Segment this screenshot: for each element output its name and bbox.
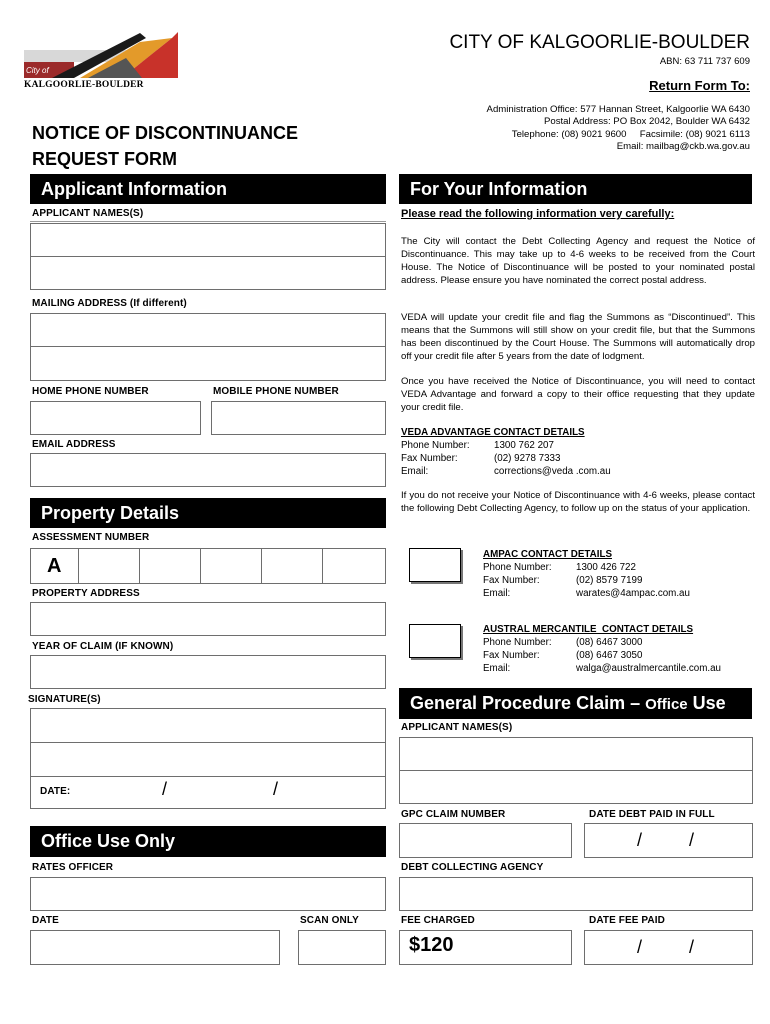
veda-key: Phone Number: bbox=[401, 440, 470, 451]
assessment-digit-box[interactable] bbox=[322, 548, 386, 584]
ampac-key: Phone Number: bbox=[483, 562, 552, 573]
address-line: Telephone: (08) 9021 9600 Facsimile: (08) 9021 6113 bbox=[511, 128, 750, 140]
applicant-names-label: APPLICANT NAMES(S) bbox=[32, 208, 144, 219]
veda-value: corrections@veda .com.au bbox=[494, 466, 611, 477]
scan-only-field[interactable] bbox=[298, 930, 386, 965]
veda-key: Fax Number: bbox=[401, 453, 458, 464]
austral-row bbox=[483, 649, 753, 662]
gpc-heading bbox=[399, 688, 752, 719]
home-phone-label: HOME PHONE NUMBER bbox=[32, 386, 149, 397]
veda-value: 1300 762 207 bbox=[494, 440, 554, 451]
office-use-heading: Office Use Only bbox=[30, 826, 386, 857]
veda-row bbox=[401, 452, 755, 465]
assessment-digit-box[interactable] bbox=[261, 548, 323, 584]
gpc-applicant-names-label: APPLICANT NAMES(S) bbox=[401, 722, 513, 733]
ampac-row bbox=[483, 574, 753, 587]
property-address-field[interactable] bbox=[30, 602, 386, 636]
applicant-info-heading: Applicant Information bbox=[30, 174, 386, 204]
mailing-address-field-1[interactable] bbox=[30, 313, 386, 347]
date-debt-paid-field[interactable] bbox=[584, 823, 753, 858]
signature-field-1[interactable] bbox=[30, 708, 386, 743]
info-subheading: Please read the following information very carefully: bbox=[401, 208, 675, 220]
assessment-digit-box[interactable] bbox=[78, 548, 140, 584]
ampac-value: 1300 426 722 bbox=[576, 562, 636, 573]
signature-date-row[interactable] bbox=[30, 776, 386, 809]
return-address bbox=[487, 104, 750, 153]
date-separator: / bbox=[689, 830, 695, 850]
ampac-title: AMPAC CONTACT DETAILS bbox=[483, 549, 612, 560]
email-label: EMAIL ADDRESS bbox=[32, 439, 116, 450]
mobile-phone-label: MOBILE PHONE NUMBER bbox=[213, 386, 339, 397]
rates-officer-field[interactable] bbox=[30, 877, 386, 911]
info-paragraph: The City will contact the Debt Collecting Agency and request the Notice of Discontinuance. This may take up to 4-6 weeks to be received from the Court House. The Notice of Discontinuance will be posted to your nominated postal address. Please ensure you have nominated the correct postal address. bbox=[401, 236, 755, 286]
rates-officer-label: RATES OFFICER bbox=[32, 862, 114, 873]
signature-field-2[interactable] bbox=[30, 742, 386, 777]
gpc-claim-number-field[interactable] bbox=[399, 823, 572, 858]
return-form-title: Return Form To: bbox=[649, 78, 750, 93]
gpc-applicant-name-field-1[interactable] bbox=[399, 737, 753, 771]
veda-key: Email: bbox=[401, 466, 429, 477]
property-details-heading: Property Details bbox=[30, 498, 386, 528]
email-field[interactable] bbox=[30, 453, 386, 487]
veda-contact bbox=[401, 426, 755, 478]
mobile-phone-field[interactable] bbox=[211, 401, 386, 435]
home-phone-field[interactable] bbox=[30, 401, 201, 435]
ampac-key: Fax Number: bbox=[483, 575, 540, 586]
gpc-heading-office: Office bbox=[645, 696, 688, 713]
austral-row bbox=[483, 662, 753, 675]
address-line: Postal Address: PO Box 2042, Boulder WA 6432 bbox=[543, 116, 750, 128]
assessment-digit-box[interactable] bbox=[200, 548, 262, 584]
ampac-row bbox=[483, 587, 753, 600]
assessment-prefix: A bbox=[30, 548, 79, 584]
fee-charged-label: FEE CHARGED bbox=[401, 915, 475, 926]
abn: ABN: 63 711 737 609 bbox=[659, 56, 750, 67]
austral-value: (08) 6467 3050 bbox=[576, 650, 643, 661]
info-paragraph: VEDA will update your credit file and flag the Summons as “Discontinued”. This means that the Summons will still show on your credit file, but that the Summons has been discontinued by the Court House. The Summons will automatically drop off your credit file after 5 years from the date of lodgment. bbox=[401, 312, 755, 362]
office-date-label: DATE bbox=[32, 915, 59, 926]
form-title bbox=[32, 120, 298, 172]
applicant-name-field-1[interactable] bbox=[30, 223, 386, 257]
office-date-field[interactable] bbox=[30, 930, 280, 965]
date-fee-paid-field[interactable] bbox=[584, 930, 753, 965]
debt-collecting-agency-field[interactable] bbox=[399, 877, 753, 911]
date-separator: / bbox=[162, 779, 168, 799]
form-title-line: NOTICE OF DISCONTINUANCE bbox=[32, 123, 299, 143]
signature-date-label: DATE: bbox=[40, 786, 71, 797]
assessment-digit-box[interactable] bbox=[139, 548, 201, 584]
date-debt-paid-label: DATE DEBT PAID IN FULL bbox=[589, 809, 715, 820]
date-separator: / bbox=[689, 937, 695, 957]
address-line: Email: mailbag@ckb.wa.gov.au bbox=[616, 140, 750, 152]
logo-wordmark: KALGOORLIE-BOULDER bbox=[24, 80, 144, 90]
ampac-row bbox=[483, 561, 753, 574]
austral-value: walga@australmercantile.com.au bbox=[576, 663, 721, 674]
ampac-value: (02) 8579 7199 bbox=[576, 575, 643, 586]
logo-city-of: City of bbox=[26, 66, 49, 75]
year-of-claim-label: YEAR OF CLAIM (IF KNOWN) bbox=[32, 641, 174, 652]
austral-key: Email: bbox=[483, 663, 511, 674]
signatures-label: SIGNATURE(S) bbox=[28, 694, 101, 705]
gpc-claim-number-label: GPC CLAIM NUMBER bbox=[401, 809, 506, 820]
gpc-heading-main: General Procedure Claim – bbox=[410, 693, 641, 713]
applicant-name-field-2[interactable] bbox=[30, 256, 386, 290]
veda-row bbox=[401, 439, 755, 452]
assessment-number-label: ASSESSMENT NUMBER bbox=[32, 532, 150, 543]
divider bbox=[30, 221, 386, 222]
date-separator: / bbox=[637, 937, 643, 957]
scan-only-label: SCAN ONLY bbox=[300, 915, 359, 926]
austral-value: (08) 6467 3000 bbox=[576, 637, 643, 648]
austral-key: Phone Number: bbox=[483, 637, 552, 648]
info-paragraph: If you do not receive your Notice of Discontinuance with 4-6 weeks, please contact the following Debt Collecting Agency, to follow up on the status of your application. bbox=[401, 490, 755, 514]
ampac-contact bbox=[483, 548, 753, 600]
gpc-heading-use: Use bbox=[692, 693, 726, 713]
assessment-number-boxes bbox=[30, 548, 386, 584]
debt-collecting-agency-label: DEBT COLLECTING AGENCY bbox=[401, 862, 544, 873]
austral-title: AUSTRAL MERCANTILE CONTACT DETAILS bbox=[483, 624, 694, 635]
veda-value: (02) 9278 7333 bbox=[494, 453, 561, 464]
mailing-address-field-2[interactable] bbox=[30, 346, 386, 381]
austral-contact bbox=[483, 623, 753, 675]
property-address-label: PROPERTY ADDRESS bbox=[32, 588, 140, 599]
austral-row bbox=[483, 636, 753, 649]
gpc-applicant-name-field-2[interactable] bbox=[399, 770, 753, 804]
ampac-key: Email: bbox=[483, 588, 511, 599]
austral-checkbox[interactable] bbox=[409, 624, 461, 658]
date-fee-paid-label: DATE FEE PAID bbox=[589, 915, 665, 926]
address-line: Administration Office: 577 Hannan Street, Kalgoorlie WA 6430 bbox=[486, 104, 750, 115]
fee-charged-value: $120 bbox=[409, 934, 454, 956]
form-title-line: REQUEST FORM bbox=[32, 149, 178, 169]
austral-key: Fax Number: bbox=[483, 650, 540, 661]
ampac-checkbox[interactable] bbox=[409, 548, 461, 582]
date-separator: / bbox=[637, 830, 643, 850]
info-paragraph: Once you have received the Notice of Discontinuance, you will need to contact VEDA Advantage and forward a copy to their office requesting that they update your credit file. bbox=[401, 376, 755, 413]
city-logo bbox=[22, 30, 182, 92]
veda-row bbox=[401, 465, 755, 478]
info-heading: For Your Information bbox=[399, 174, 752, 204]
ampac-value: warates@4ampac.com.au bbox=[576, 588, 690, 599]
mailing-address-label: MAILING ADDRESS (If different) bbox=[32, 298, 187, 309]
veda-title: VEDA ADVANTAGE CONTACT DETAILS bbox=[401, 427, 585, 438]
year-of-claim-field[interactable] bbox=[30, 655, 386, 689]
org-name: CITY OF KALGOORLIE-BOULDER bbox=[449, 32, 750, 53]
date-separator: / bbox=[273, 779, 279, 799]
